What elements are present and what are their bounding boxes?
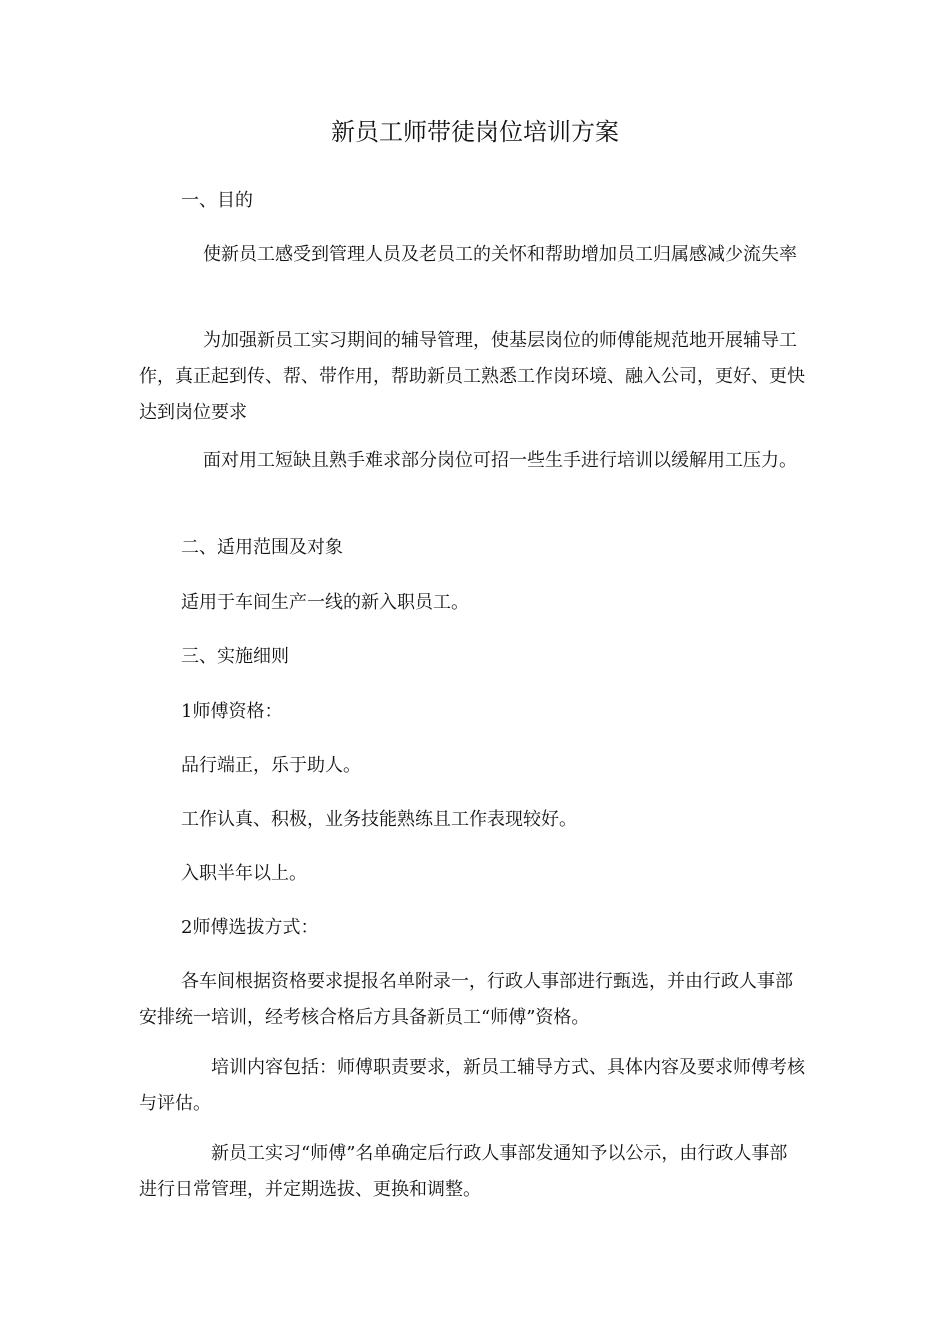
paragraph-purpose-2: 为加强新员工实习期间的辅导管理，使基层岗位的师傅能规范地开展辅导工作，真正起到传、帮、带作用，帮助新员工熟悉工作岗环境、融入公司，更好、更快达到岗位要求 [139,330,805,423]
paragraph-selection-3: 新员工实习“师傅”名单确定后行政人事部发通知予以公示，由行政人事部进行日常管理，并定期选拔、更换和调整。 [139,1143,788,1200]
section-heading-purpose: 一、目的 [181,190,253,211]
list-item-qualification-3: 入职半年以上。 [181,863,307,884]
paragraph-purpose-1: 使新员工感受到管理人员及老员工的关怀和帮助增加员工归属感减少流失率 [203,244,797,265]
list-item-qualification-1: 品行端正，乐于助人。 [181,755,361,776]
list-item-qualification-2: 工作认真、积极，业务技能熟练且工作表现较好。 [181,809,577,830]
document-title: 新员工师带徒岗位培训方案 [331,118,619,146]
section-heading-scope: 二、适用范围及对象 [181,537,343,558]
section-heading-details: 三、实施细则 [181,646,289,667]
subheading-master-selection: 2师傅选拔方式： [181,917,319,938]
paragraph-scope: 适用于车间生产一线的新入职员工。 [181,592,469,613]
paragraph-selection-2: 培训内容包括：师傅职责要求，新员工辅导方式、具体内容及要求师傅考核与评估。 [139,1057,805,1114]
subheading-master-qualification: 1师傅资格： [181,701,283,722]
paragraph-purpose-3: 面对用工短缺且熟手难求部分岗位可招一些生手进行培训以缓解用工压力。 [203,450,797,471]
paragraph-selection-1: 各车间根据资格要求提报名单附录一，行政人事部进行甄选，并由行政人事部安排统一培训，经考核合格后方具备新员工“师傅”资格。 [139,971,793,1028]
